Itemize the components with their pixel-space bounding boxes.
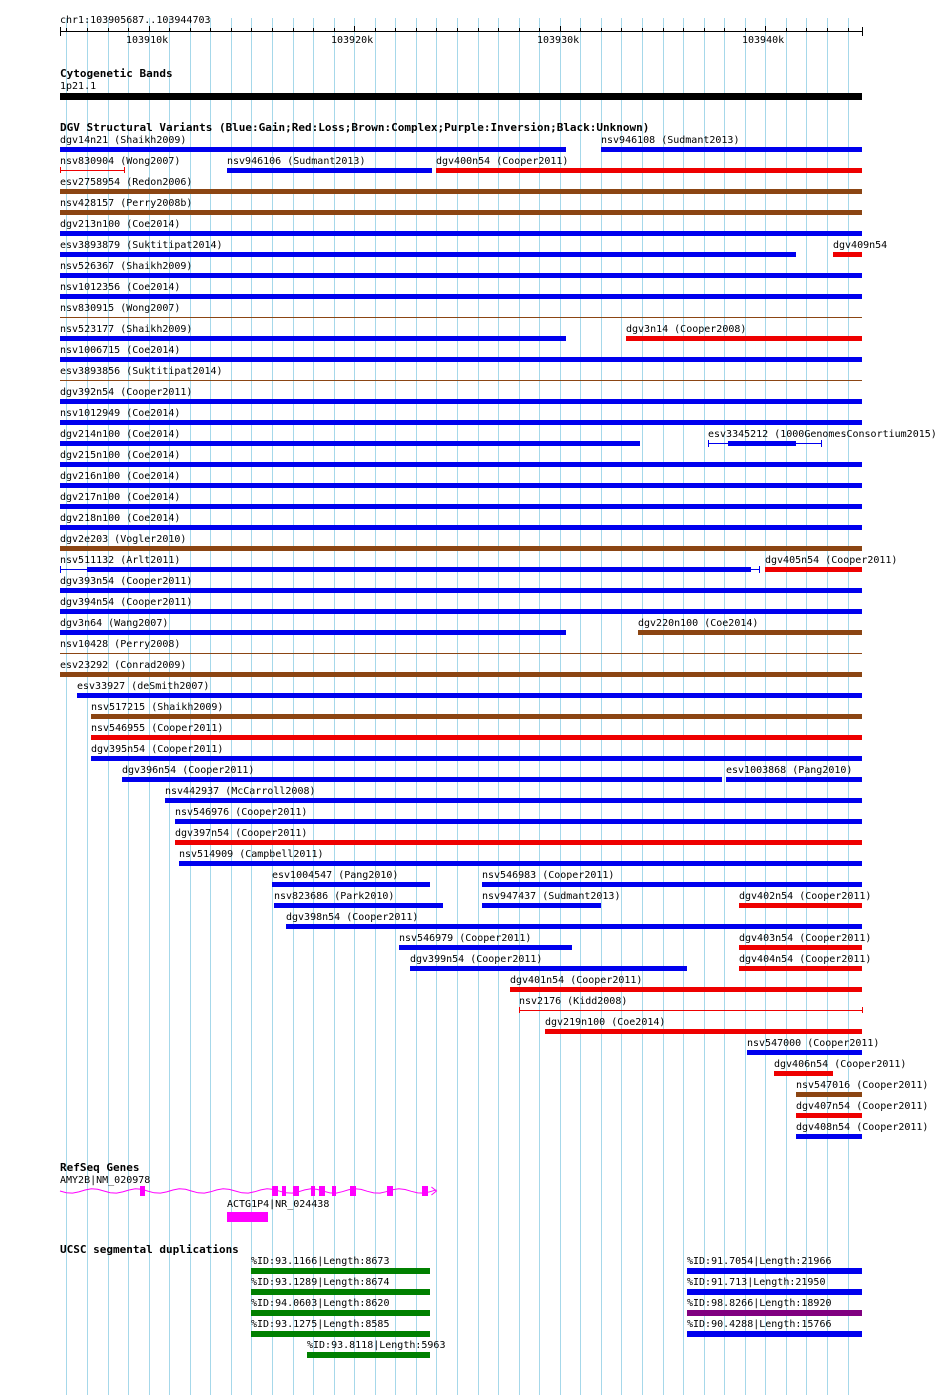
dgv-feature-label[interactable]: nsv546983 (Cooper2011): [482, 870, 615, 881]
dgv-feature-label[interactable]: esv33927 (deSmith2007): [77, 681, 210, 692]
dgv-feature-bar[interactable]: [601, 147, 862, 152]
dgv-feature-bar[interactable]: [60, 672, 862, 677]
ruler-tick: [313, 28, 314, 31]
dgv-feature-bar[interactable]: [60, 420, 862, 425]
gene-exon[interactable]: [140, 1186, 145, 1196]
dgv-feature-label[interactable]: dgv220n100 (Coe2014): [638, 618, 759, 629]
ruler-tick: [87, 28, 88, 31]
dgv-feature-label[interactable]: dgv214n100 (Coe2014): [60, 429, 181, 440]
ruler-tick: [663, 28, 664, 31]
dgv-feature-bar[interactable]: [60, 294, 862, 299]
dgv-feature-bar[interactable]: [739, 945, 862, 950]
dgv-feature-bar[interactable]: [286, 924, 862, 929]
dgv-feature-bar[interactable]: [60, 380, 862, 381]
ruler-tick: [108, 28, 109, 31]
ruler-axis: [60, 31, 862, 32]
dgv-feature-cap: [759, 566, 760, 573]
dgv-feature-cap: [821, 440, 822, 447]
gene-exon[interactable]: [350, 1186, 356, 1196]
ruler-tick: [848, 28, 849, 31]
dgv-feature-bar[interactable]: [60, 357, 862, 362]
dgv-feature-bar[interactable]: [60, 210, 862, 215]
segdup-bar[interactable]: [687, 1310, 862, 1316]
dgv-feature-label[interactable]: dgv402n54 (Cooper2011): [739, 891, 872, 902]
dgv-feature-bar[interactable]: [747, 1050, 862, 1055]
dgv-feature-label[interactable]: dgv403n54 (Cooper2011): [739, 933, 872, 944]
dgv-feature-bar[interactable]: [796, 1092, 862, 1097]
dgv-feature-label[interactable]: nsv10428 (Perry2008): [60, 639, 181, 650]
dgv-feature-label[interactable]: nsv517215 (Shaikh2009): [91, 702, 224, 713]
gene-exon[interactable]: [332, 1186, 336, 1196]
dgv-feature-bar[interactable]: [796, 1113, 862, 1118]
segdup-label[interactable]: %ID:91.7054|Length:21966: [687, 1256, 832, 1267]
gene-exon[interactable]: [422, 1186, 428, 1196]
gene-intron-path: [60, 1189, 436, 1193]
gene-label[interactable]: AMY2B|NM_020978: [60, 1175, 151, 1186]
track-title-dgv[interactable]: DGV Structural Variants (Blue:Gain;Red:Loss;Brown:Complex;Purple:Inversion;Black:Unknown): [60, 121, 650, 134]
ruler-tick: [210, 28, 211, 31]
dgv-feature-bar[interactable]: [91, 735, 862, 740]
dgv-feature-bar[interactable]: [60, 483, 862, 488]
dgv-feature-bar[interactable]: [87, 567, 751, 572]
track-title-refseq-genes[interactable]: RefSeq Genes: [60, 1161, 140, 1174]
dgv-feature-label[interactable]: esv1004547 (Pang2010): [272, 870, 399, 881]
segdup-label[interactable]: %ID:93.8118|Length:5963: [307, 1340, 446, 1351]
ruler-tick: [560, 26, 561, 31]
dgv-feature-label[interactable]: dgv216n100 (Coe2014): [60, 471, 181, 482]
ruler-tick: [272, 28, 273, 31]
dgv-feature-label[interactable]: esv23292 (Conrad2009): [60, 660, 187, 671]
ruler-tick: [827, 28, 828, 31]
dgv-feature-bar[interactable]: [60, 630, 566, 635]
dgv-feature-bar[interactable]: [272, 882, 430, 887]
dgv-feature-label[interactable]: dgv400n54 (Cooper2011): [436, 156, 569, 167]
dgv-feature-label[interactable]: dgv219n100 (Coe2014): [545, 1017, 666, 1028]
dgv-feature-bar[interactable]: [399, 945, 572, 950]
dgv-feature-label[interactable]: nsv511132 (Arlt2011): [60, 555, 181, 566]
dgv-feature-label[interactable]: dgv215n100 (Coe2014): [60, 450, 181, 461]
dgv-feature-label[interactable]: esv3893856 (Suktitipat2014): [60, 366, 223, 377]
dgv-feature-label[interactable]: dgv406n54 (Cooper2011): [774, 1059, 907, 1070]
track-title-segmental-duplications[interactable]: UCSC segmental duplications: [60, 1243, 239, 1256]
dgv-feature-bar[interactable]: [796, 1134, 862, 1139]
ruler-tick: [642, 28, 643, 31]
ruler-tick: [539, 28, 540, 31]
dgv-feature-bar[interactable]: [60, 336, 566, 341]
ruler-tick-label: 103930k: [537, 35, 580, 46]
dgv-feature-label[interactable]: esv3893879 (Suktitipat2014): [60, 240, 223, 251]
segdup-label[interactable]: %ID:93.1275|Length:8585: [251, 1319, 390, 1330]
dgv-feature-bar[interactable]: [60, 504, 862, 509]
dgv-feature-bar[interactable]: [60, 399, 862, 404]
dgv-feature-bar[interactable]: [60, 609, 862, 614]
dgv-feature-label[interactable]: dgv14n21 (Shaikh2009): [60, 135, 187, 146]
dgv-feature-bar[interactable]: [60, 231, 862, 236]
dgv-feature-label[interactable]: dgv3n14 (Cooper2008): [626, 324, 747, 335]
dgv-feature-label[interactable]: nsv2176 (Kidd2008): [519, 996, 628, 1007]
dgv-feature-bar[interactable]: [60, 653, 862, 654]
dgv-feature-cap: [519, 1007, 520, 1013]
dgv-feature-label[interactable]: nsv547016 (Cooper2011): [796, 1080, 929, 1091]
dgv-feature-bar[interactable]: [774, 1071, 833, 1076]
ruler-tick: [786, 28, 787, 31]
dgv-feature-cap: [60, 167, 61, 173]
ruler-tick: [457, 28, 458, 31]
dgv-feature-label[interactable]: nsv546976 (Cooper2011): [175, 807, 308, 818]
dgv-feature-label[interactable]: nsv830915 (Wong2007): [60, 303, 181, 314]
gene-exon[interactable]: [282, 1186, 286, 1196]
dgv-feature-label[interactable]: nsv514909 (Campbell2011): [179, 849, 324, 860]
ruler-tick: [354, 26, 355, 31]
segdup-label[interactable]: %ID:90.4288|Length:15766: [687, 1319, 832, 1330]
ruler-tick: [765, 26, 766, 31]
dgv-feature-cap: [60, 566, 61, 573]
dgv-feature-bar[interactable]: [60, 147, 566, 152]
dgv-feature-label[interactable]: nsv442937 (McCarroll2008): [165, 786, 316, 797]
gene-exon[interactable]: [293, 1186, 299, 1196]
track-title-cytogenetic-bands[interactable]: Cytogenetic Bands: [60, 67, 173, 80]
dgv-feature-label[interactable]: dgv401n54 (Cooper2011): [510, 975, 643, 986]
dgv-feature-label[interactable]: esv1003868 (Pang2010): [726, 765, 853, 776]
dgv-feature-label[interactable]: dgv393n54 (Cooper2011): [60, 576, 193, 587]
dgv-feature-bar[interactable]: [833, 252, 862, 257]
segdup-bar[interactable]: [251, 1289, 430, 1295]
dgv-feature-bar[interactable]: [519, 1010, 862, 1011]
ruler-tick: [251, 28, 252, 31]
segdup-label[interactable]: %ID:94.0603|Length:8620: [251, 1298, 390, 1309]
ruler-tick: [128, 28, 129, 31]
dgv-feature-cap: [708, 440, 709, 447]
dgv-feature-bar[interactable]: [227, 168, 432, 173]
dgv-feature-bar[interactable]: [274, 903, 443, 908]
ruler-tick: [580, 28, 581, 31]
ruler-tick: [334, 28, 335, 31]
ruler-tick: [498, 28, 499, 31]
ruler-tick: [231, 28, 232, 31]
dgv-feature-label[interactable]: dgv407n54 (Cooper2011): [796, 1101, 929, 1112]
gene-exon[interactable]: [272, 1186, 278, 1196]
ruler-tick: [190, 28, 191, 31]
ruler-tick: [66, 28, 67, 31]
dgv-feature-bar[interactable]: [60, 546, 862, 551]
dgv-feature-label[interactable]: dgv397n54 (Cooper2011): [175, 828, 308, 839]
dgv-feature-bar[interactable]: [60, 189, 862, 194]
ruler-tick-label: 103910k: [126, 35, 169, 46]
dgv-feature-bar[interactable]: [165, 798, 862, 803]
segdup-bar[interactable]: [307, 1352, 430, 1358]
dgv-feature-bar[interactable]: [60, 588, 862, 593]
gene-exon[interactable]: [311, 1186, 315, 1196]
dgv-feature-label[interactable]: nsv428157 (Perry2008b): [60, 198, 193, 209]
ruler-tick: [478, 28, 479, 31]
dgv-feature-bar[interactable]: [638, 630, 862, 635]
dgv-feature-label[interactable]: nsv1012356 (Coe2014): [60, 282, 181, 293]
dgv-feature-bar[interactable]: [91, 714, 862, 719]
dgv-feature-label[interactable]: dgv3n64 (Wang2007): [60, 618, 169, 629]
ruler-end: [60, 27, 61, 36]
dgv-feature-label[interactable]: nsv830904 (Wong2007): [60, 156, 181, 167]
segdup-bar[interactable]: [251, 1331, 430, 1337]
dgv-feature-cap: [862, 1007, 863, 1013]
dgv-feature-label[interactable]: dgv405n54 (Cooper2011): [765, 555, 898, 566]
dgv-feature-label[interactable]: nsv1006715 (Coe2014): [60, 345, 181, 356]
dgv-feature-label[interactable]: dgv398n54 (Cooper2011): [286, 912, 419, 923]
dgv-feature-bar[interactable]: [91, 756, 862, 761]
dgv-feature-bar[interactable]: [545, 1029, 862, 1034]
ruler-tick: [724, 28, 725, 31]
ruler-tick: [395, 28, 396, 31]
dgv-feature-label[interactable]: nsv823686 (Park2010): [274, 891, 395, 902]
ruler-tick: [149, 26, 150, 31]
dgv-feature-label[interactable]: dgv217n100 (Coe2014): [60, 492, 181, 503]
ruler-tick-label: 103940k: [742, 35, 785, 46]
segdup-bar[interactable]: [687, 1289, 862, 1295]
dgv-feature-bar[interactable]: [179, 861, 862, 866]
ruler-tick: [683, 28, 684, 31]
dgv-feature-label[interactable]: nsv547000 (Cooper2011): [747, 1038, 880, 1049]
coordinate-range: chr1:103905687..103944703: [60, 15, 211, 26]
dgv-feature-label[interactable]: nsv526367 (Shaikh2009): [60, 261, 193, 272]
dgv-feature-cap: [124, 167, 125, 173]
dgv-feature-bar[interactable]: [726, 777, 862, 782]
dgv-feature-label[interactable]: dgv213n100 (Coe2014): [60, 219, 181, 230]
segdup-bar[interactable]: [687, 1331, 862, 1337]
cytoband-bar[interactable]: [60, 93, 862, 100]
ruler-tick: [745, 28, 746, 31]
ruler-tick-label: 103920k: [331, 35, 374, 46]
ruler-end: [862, 27, 863, 36]
dgv-feature-label[interactable]: esv2758954 (Redon2006): [60, 177, 193, 188]
ruler-tick: [806, 28, 807, 31]
dgv-feature-bar[interactable]: [626, 336, 862, 341]
segdup-bar[interactable]: [251, 1310, 430, 1316]
dgv-feature-bar[interactable]: [77, 693, 862, 698]
dgv-feature-label[interactable]: dgv409n54: [833, 240, 888, 251]
segdup-label[interactable]: %ID:98.8266|Length:18920: [687, 1298, 832, 1309]
gene-exon[interactable]: [387, 1186, 393, 1196]
segdup-bar[interactable]: [251, 1268, 430, 1274]
dgv-feature-label[interactable]: dgv404n54 (Cooper2011): [739, 954, 872, 965]
ruler-tick: [704, 28, 705, 31]
dgv-feature-label[interactable]: dgv2e203 (Vogler2010): [60, 534, 187, 545]
dgv-feature-bar[interactable]: [60, 525, 862, 530]
dgv-feature-label[interactable]: nsv946106 (Sudmant2013): [227, 156, 366, 167]
dgv-feature-bar[interactable]: [122, 777, 722, 782]
pseudogene-bar[interactable]: [227, 1212, 268, 1222]
cytoband-label: 1p21.1: [60, 81, 97, 92]
dgv-feature-bar[interactable]: [739, 903, 862, 908]
ruler-tick: [621, 28, 622, 31]
ruler-tick: [436, 28, 437, 31]
dgv-feature-label[interactable]: dgv394n54 (Cooper2011): [60, 597, 193, 608]
dgv-feature-label[interactable]: dgv408n54 (Cooper2011): [796, 1122, 929, 1133]
dgv-feature-label[interactable]: nsv546955 (Cooper2011): [91, 723, 224, 734]
dgv-feature-label[interactable]: dgv395n54 (Cooper2011): [91, 744, 224, 755]
dgv-feature-bar[interactable]: [765, 567, 862, 572]
segdup-label[interactable]: %ID:91.713|Length:21950: [687, 1277, 826, 1288]
dgv-feature-label[interactable]: dgv218n100 (Coe2014): [60, 513, 181, 524]
dgv-feature-label[interactable]: esv3345212 (1000GenomesConsortium2015): [708, 429, 937, 440]
ruler-tick: [519, 28, 520, 31]
dgv-feature-bar[interactable]: [60, 462, 862, 467]
dgv-feature-bar[interactable]: [60, 170, 124, 171]
dgv-feature-label[interactable]: nsv947437 (Sudmant2013): [482, 891, 621, 902]
segdup-label[interactable]: %ID:93.1166|Length:8673: [251, 1256, 390, 1267]
dgv-feature-bar[interactable]: [60, 441, 640, 446]
segdup-label[interactable]: %ID:93.1289|Length:8674: [251, 1277, 390, 1288]
ruler-tick: [293, 28, 294, 31]
dgv-feature-label[interactable]: dgv396n54 (Cooper2011): [122, 765, 255, 776]
dgv-feature-label[interactable]: nsv523177 (Shaikh2009): [60, 324, 193, 335]
dgv-feature-label[interactable]: dgv392n54 (Cooper2011): [60, 387, 193, 398]
dgv-feature-label[interactable]: nsv1012949 (Coe2014): [60, 408, 181, 419]
dgv-feature-bar[interactable]: [60, 252, 796, 257]
dgv-feature-bar[interactable]: [175, 819, 862, 824]
dgv-feature-bar[interactable]: [410, 966, 687, 971]
ruler-tick: [375, 28, 376, 31]
dgv-feature-bar[interactable]: [60, 317, 862, 318]
dgv-feature-bar[interactable]: [175, 840, 862, 845]
dgv-feature-bar[interactable]: [482, 903, 601, 908]
gene-label[interactable]: ACTG1P4|NR_024438: [227, 1199, 330, 1210]
gene-exon[interactable]: [319, 1186, 325, 1196]
segdup-bar[interactable]: [687, 1268, 862, 1274]
dgv-feature-bar[interactable]: [728, 441, 796, 446]
gene-intron-line[interactable]: [0, 1178, 890, 1208]
dgv-feature-bar[interactable]: [510, 987, 862, 992]
dgv-feature-bar[interactable]: [739, 966, 862, 971]
dgv-feature-bar[interactable]: [60, 273, 862, 278]
dgv-feature-bar[interactable]: [436, 168, 862, 173]
ruler-tick: [601, 28, 602, 31]
dgv-feature-bar[interactable]: [482, 882, 862, 887]
ruler-tick: [169, 28, 170, 31]
ruler-tick: [416, 28, 417, 31]
dgv-feature-label[interactable]: nsv946108 (Sudmant2013): [601, 135, 740, 146]
dgv-feature-label[interactable]: dgv399n54 (Cooper2011): [410, 954, 543, 965]
dgv-feature-label[interactable]: nsv546979 (Cooper2011): [399, 933, 532, 944]
